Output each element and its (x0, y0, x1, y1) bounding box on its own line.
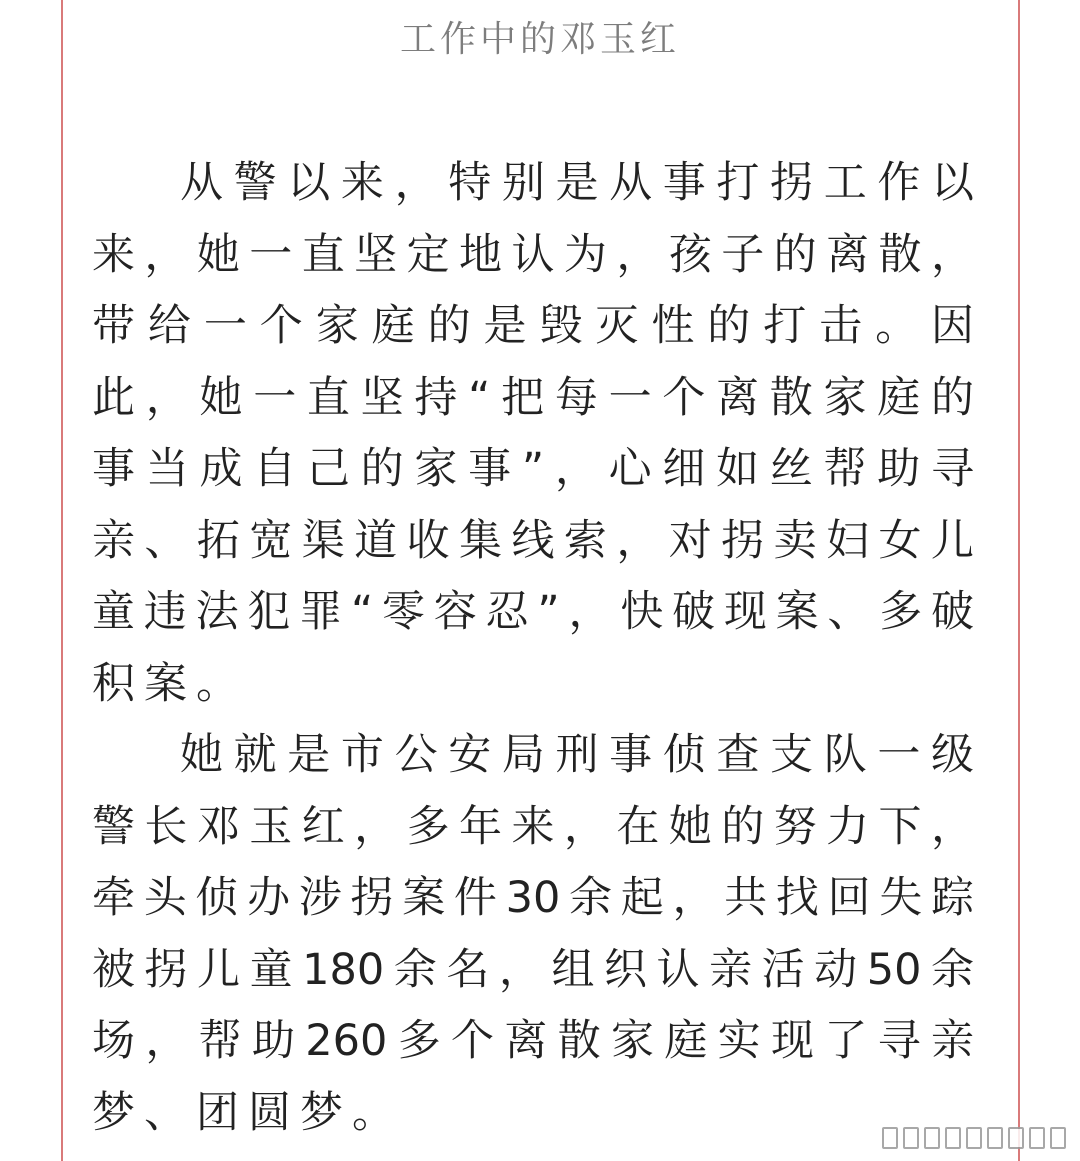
watermark-glyph (1008, 1127, 1024, 1149)
right-border-line (1018, 0, 1020, 1161)
image-caption: 工作中的邓玉红 (399, 19, 680, 60)
paragraph-1 (92, 148, 974, 720)
watermark-glyph (924, 1127, 940, 1149)
text-line: 带给一个家庭的是毁灭性的打击。因 (92, 301, 974, 351)
watermark-glyph (945, 1127, 961, 1149)
text-line: 牵头侦办涉拐案件30余起，共找回失踪 (92, 873, 974, 923)
text-line: 从警以来，特别是从事打拐工作以 (180, 158, 974, 208)
paragraph-2 (92, 720, 974, 1149)
text-line: 积案。 (92, 658, 248, 709)
text-line: 事当成自己的家事”，心细如丝帮助寻 (92, 444, 974, 494)
text-line: 她就是市公安局刑事侦查支队一级 (180, 730, 974, 780)
watermark-glyph (987, 1127, 1003, 1149)
text-line: 亲、拓宽渠道收集线索，对拐卖妇女儿 (92, 515, 974, 566)
watermark-glyph (903, 1127, 919, 1149)
text-line: 警长邓玉红，多年来，在她的努力下， (92, 801, 974, 852)
watermark-glyph (1029, 1127, 1045, 1149)
text-line: 童违法犯罪“零容忍”，快破现案、多破 (92, 587, 974, 637)
article-body (92, 148, 974, 1149)
text-line: 此，她一直坚持“把每一个离散家庭的 (92, 372, 974, 423)
text-line: 梦、团圆梦。 (92, 1087, 404, 1138)
watermark-glyph (1050, 1127, 1066, 1149)
left-border-line (61, 0, 63, 1161)
watermark-glyph (966, 1127, 982, 1149)
watermark-glyph (882, 1127, 898, 1149)
text-line: 被拐儿童180余名，组织认亲活动50余 (92, 944, 974, 995)
text-line: 来，她一直坚定地认为，孩子的离散， (92, 229, 974, 280)
watermark-logo (882, 1125, 1066, 1151)
text-line: 场，帮助260多个离散家庭实现了寻亲 (92, 1016, 974, 1066)
